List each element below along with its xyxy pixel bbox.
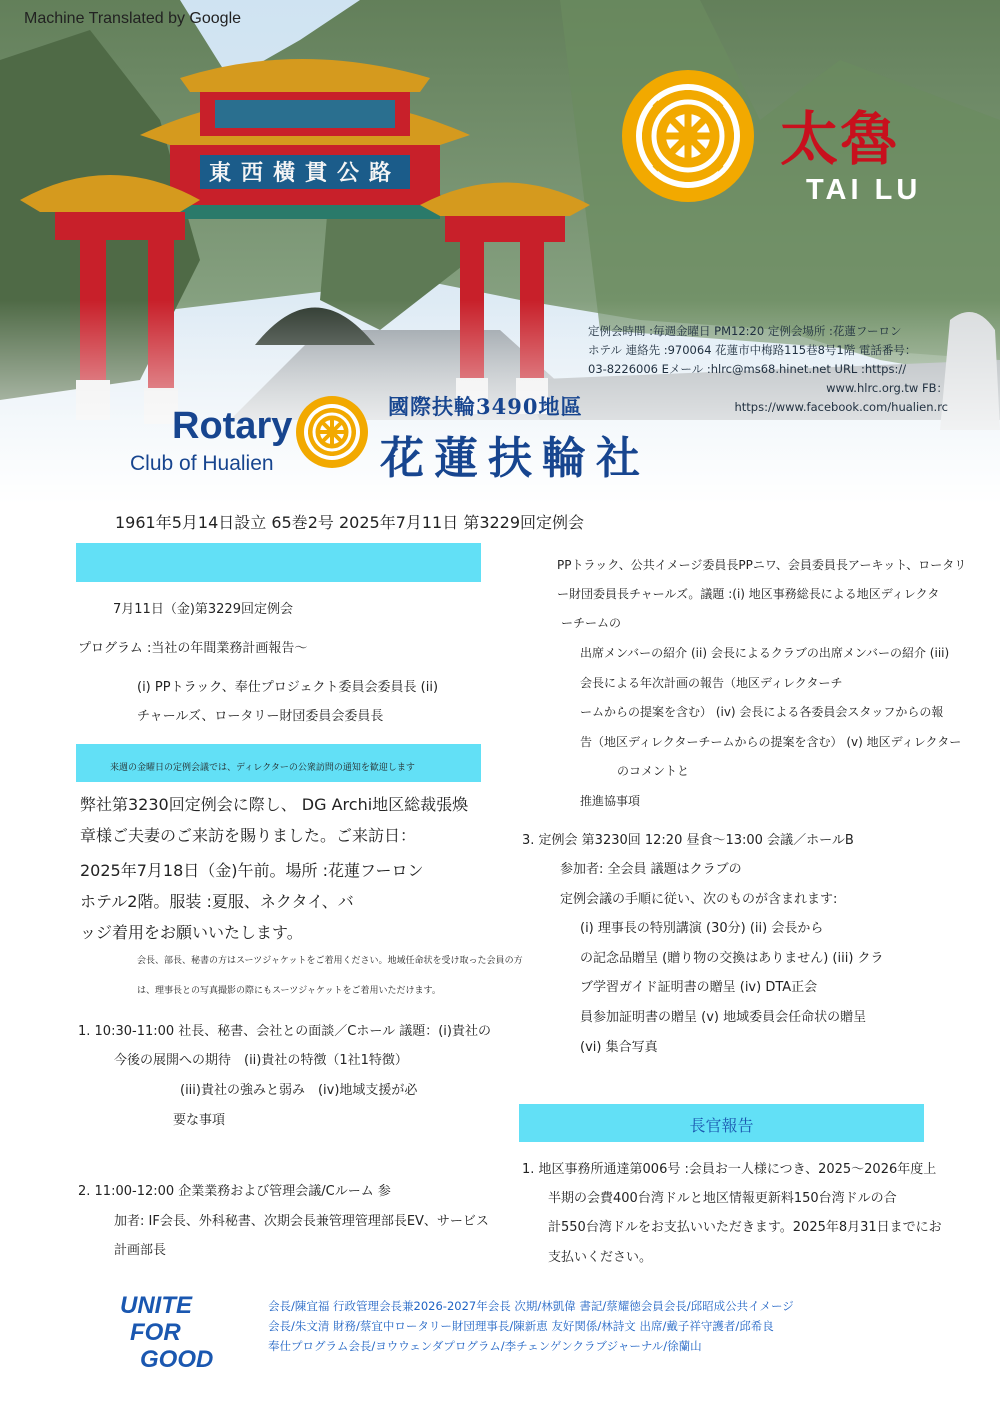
dress-note: 会長、部長、秘書の方はスーツジャケットをご着用ください。地域任命状を受け取った会員の方 xyxy=(137,956,523,966)
right-line: PPトラック、公共イメージ委員長PPニワ、会員委員長アーキット、ロータリ xyxy=(557,558,967,572)
agenda-item-3-sub: (vi) 集合写真 xyxy=(580,1040,658,1055)
agenda-item-3-line: 参加者: 全会員 議題はクラブの xyxy=(560,862,742,877)
officers-line: 会長/朱文清 財務/蔡宜中ロータリー財団理事長/陳新恵 友好関係/林詩文 出席/戴子祥守護者/邱希良 xyxy=(268,1319,774,1333)
notice-bar xyxy=(76,744,481,782)
program-line: プログラム :当社の年間業務計画報告〜 xyxy=(78,641,308,656)
gate-sign-text: 東西橫貫公路 xyxy=(208,160,402,186)
program-item: チャールズ、ロータリー財団委員会委員長 xyxy=(137,709,384,724)
agenda-item-2: 2. 11:00-12:00 企業業務および管理会議/Cルーム 参 xyxy=(78,1184,391,1199)
right-line: 出席メンバーの紹介 (ii) 会長によるクラブの出席メンバーの紹介 (iii) xyxy=(580,646,950,660)
officer-report-bar xyxy=(519,1104,924,1142)
rotary-small-wheel-icon xyxy=(296,396,368,468)
slogan-word: FOR xyxy=(130,1319,181,1346)
agenda-item-2-line: 加者: IF会長、外科秘書、次期会長兼管理管理部長EV、サービス xyxy=(114,1214,489,1229)
issue-subtitle: 1961年5月14日設立 65巻2号 2025年7月11日 第3229回定例会 xyxy=(115,513,585,532)
right-line: ームからの提案を含む） (iv) 会長による各委員会スタッフからの報 xyxy=(580,705,944,719)
meeting-info xyxy=(588,322,948,417)
right-line: 会長による年次計画の報告（地区ディレクターチ xyxy=(580,676,843,690)
info-line: ホテル 連絡先 :970064 花蓮市中梅路115巷8号1階 電話番号： xyxy=(588,343,917,357)
unite-for-good-logo xyxy=(120,1292,213,1373)
notice-text: 来週の金曜日の定例会議では、ディレクターの公衆訪問の通知を歓迎します xyxy=(110,763,415,773)
info-line: www.hlrc.org.tw FB： xyxy=(826,381,948,395)
info-line: 定例会時間 :毎週金曜日 PM12:20 定例会場所 :花蓮フーロン xyxy=(588,324,902,338)
club-chinese-name: 花蓮扶輪社 xyxy=(380,433,650,484)
meeting-date: 7月11日（金)第3229回定例会 xyxy=(113,602,293,617)
announcement-line: 2025年7月18日（金)午前。場所 :花蓮フーロン xyxy=(80,861,424,880)
officers-line: 奉仕プログラム会長/ヨウウェンダプログラム/李チェンゲンクラブジャーナル/徐蘭山 xyxy=(268,1339,702,1353)
announcement-line: ッジ着用をお願いいたします。 xyxy=(80,923,303,942)
district-chinese: 國際扶輪3490地區 xyxy=(388,394,583,419)
section-bar xyxy=(76,543,481,582)
agenda-item-3: 3. 定例会 第3230回 12:20 昼食〜13:00 会議／ホールB xyxy=(522,833,854,848)
info-line: 03-8226006 Eメール :hlrc@ms68.hinet.net URL :https:// xyxy=(588,362,907,376)
agenda-item-1-line: 今後の展開への期待 (ii)貴社の特徴（1社1特徴） xyxy=(114,1053,408,1068)
rotary-wheel-icon xyxy=(622,70,754,202)
officer-item-line: 半期の会費400台湾ドルと地区情報更新料150台湾ドルの合 xyxy=(548,1191,897,1206)
officer-item-line: 支払いください。 xyxy=(548,1250,653,1265)
right-line: のコメントと xyxy=(617,764,690,778)
rotary-logo-club: Club of Hualien xyxy=(130,452,274,475)
agenda-item-1: 1. 10:30-11:00 社長、秘書、会社との面談／Cホール 議題：(i)貴社の xyxy=(78,1024,491,1039)
dress-note: は、理事長との写真撮影の際にもスーツジャケットをご着用いただけます。 xyxy=(137,986,441,996)
rotary-logo-word: Rotary xyxy=(172,405,293,447)
machine-translated-label: Machine Translated by Google xyxy=(24,10,242,27)
info-link[interactable]: https://www.facebook.com/hualien.rc xyxy=(734,400,948,414)
agenda-item-3-sub: ブ学習ガイド証明書の贈呈 (iv) DTA正会 xyxy=(580,980,818,995)
agenda-item-1-line: (iii)貴社の強みと弱み (iv)地域支援が必 xyxy=(180,1083,418,1098)
right-line: 告（地区ディレクターチームからの提案を含む） (v) 地区ディレクター xyxy=(580,735,962,749)
right-line: ー財団委員長チャールズ。議題 :(i) 地区事務総長による地区ディレクタ xyxy=(557,587,940,601)
officer-item-line: 計550台湾ドルをお支払いいただきます。2025年8月31日までにお xyxy=(548,1220,942,1235)
agenda-item-3-line: 定例会議の手順に従い、次のものが含まれます: xyxy=(560,892,838,907)
agenda-item-1-line: 要な事項 xyxy=(173,1113,226,1128)
slogan-word: UNITE xyxy=(120,1292,192,1319)
agenda-item-3-sub: の記念品贈呈 (贈り物の交換はありません) (iii) クラ xyxy=(580,951,884,966)
slogan-word: GOOD xyxy=(140,1346,214,1373)
visit-announcement xyxy=(80,789,500,948)
officer-report-heading: 長官報告 xyxy=(689,1116,754,1135)
tailu-english-title: TAI LU xyxy=(806,174,922,206)
tailu-chinese-title: 太魯 xyxy=(780,105,901,173)
program-item: (i) PPトラック、奉仕プロジェクト委員会委員長 (ii) xyxy=(137,680,439,695)
agenda-item-2-line: 計画部長 xyxy=(114,1243,167,1258)
agenda-item-3-sub: 員参加証明書の贈呈 (v) 地域委員会任命状の贈呈 xyxy=(580,1010,867,1025)
right-line: 推進協事項 xyxy=(580,794,641,808)
officer-item-1: 1. 地区事務所通達第006号 :会員お一人様につき、2025〜2026年度上 xyxy=(522,1162,937,1177)
announcement-line: 弊社第3230回定例会に際し、 DG Archi地区総裁張煥 xyxy=(80,795,469,814)
right-line: ーチームの xyxy=(561,616,622,630)
announcement-line: ホテル2階。服装 :夏服、ネクタイ、バ xyxy=(80,892,354,911)
officers-line: 会長/陳宜福 行政管理会長兼2026-2027年会長 次期/林凱偉 書記/蔡耀徳会員会長/邱昭成公共イメージ xyxy=(268,1299,794,1313)
agenda-item-3-sub: (i) 理事長の特別講演 (30分) (ii) 会長から xyxy=(580,921,824,936)
officers-list xyxy=(268,1296,828,1356)
announcement-line: 章様ご夫妻のご来訪を賜りました。ご来訪日： xyxy=(80,826,417,845)
